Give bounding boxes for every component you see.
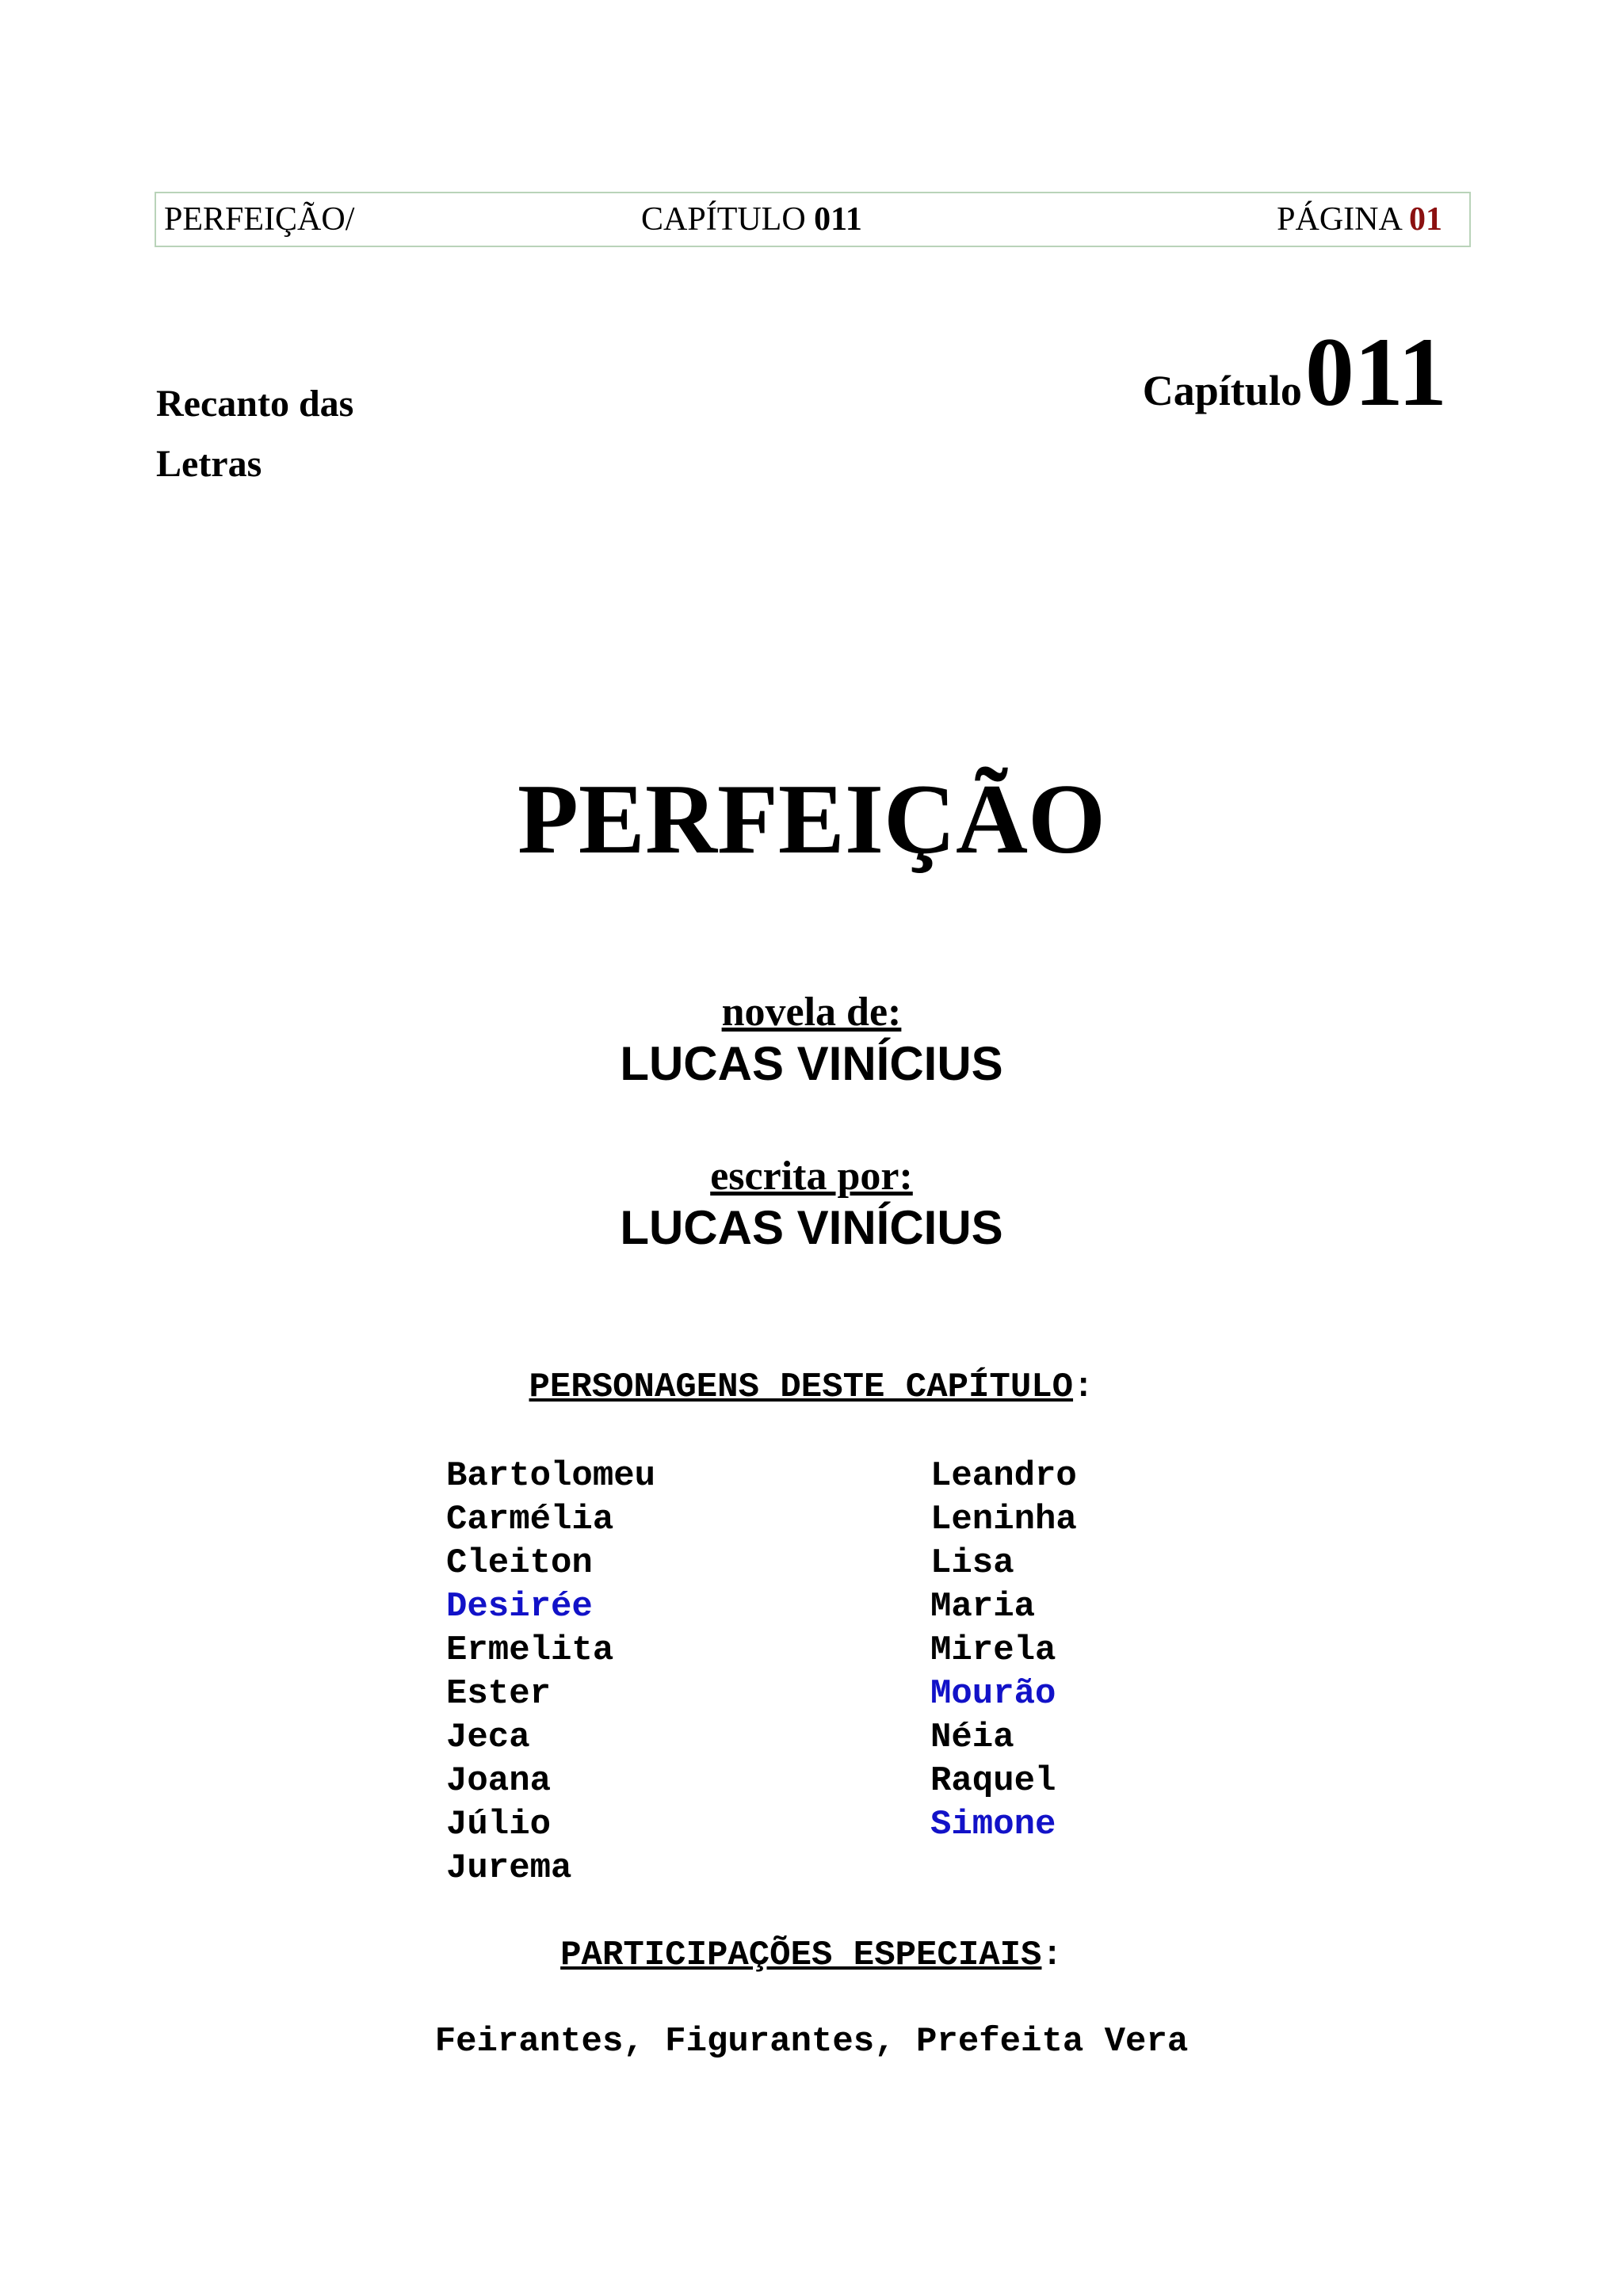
characters-heading-colon: :: [1073, 1367, 1094, 1407]
character-name: Leninha: [930, 1500, 1077, 1539]
site-name-line-1: Recanto das: [156, 383, 354, 425]
header-page-label: PÁGINA: [1277, 201, 1401, 238]
character-name: Jeca: [446, 1718, 530, 1757]
character-name: Bartolomeu: [446, 1456, 656, 1496]
characters-left-column: [446, 1455, 655, 1890]
character-name: Raquel: [930, 1761, 1056, 1801]
characters-heading: [0, 1367, 1623, 1407]
header-novel-title: PERFEIÇÃO/: [164, 201, 355, 238]
character-name: Mirela: [930, 1630, 1056, 1670]
character-name: Simone: [930, 1805, 1056, 1844]
chapter-label: [1142, 318, 1447, 426]
character-name: Desirée: [446, 1587, 593, 1627]
character-name: Leandro: [930, 1456, 1077, 1496]
special-participants: Feirantes, Figurantes, Prefeita Vera: [434, 2022, 1189, 2061]
special-heading: [0, 1936, 1623, 1975]
header-page: [1277, 193, 1442, 246]
character-name: Ermelita: [446, 1630, 614, 1670]
site-name: [156, 374, 353, 494]
header-chapter-label: CAPÍTULO: [641, 201, 806, 238]
escrita-por-label: escrita por:: [710, 1154, 913, 1199]
novel-title: PERFEIÇÃO: [517, 765, 1106, 875]
header-chapter: [641, 193, 862, 246]
header-chapter-number: 011: [814, 201, 862, 238]
character-name: Néia: [930, 1718, 1014, 1757]
character-name: Joana: [446, 1761, 552, 1801]
characters-right-column: [930, 1455, 1077, 1847]
chapter-number: 011: [1304, 318, 1447, 426]
novela-de-label: novela de:: [721, 990, 902, 1035]
escrita-por-author: LUCAS VINÍCIUS: [620, 1201, 1003, 1254]
character-name: Mourão: [930, 1674, 1056, 1714]
special-heading-colon: :: [1041, 1936, 1063, 1975]
header-page-number: 01: [1409, 201, 1442, 238]
page-header: [155, 192, 1471, 247]
character-name: Carmélia: [446, 1500, 614, 1539]
chapter-word: Capítulo: [1142, 367, 1302, 414]
special-heading-text: PARTICIPAÇÕES ESPECIAIS: [560, 1936, 1042, 1975]
character-name: Ester: [446, 1674, 552, 1714]
character-name: Lisa: [930, 1543, 1014, 1583]
novela-de-author: LUCAS VINÍCIUS: [620, 1037, 1003, 1090]
character-name: Cleiton: [446, 1543, 593, 1583]
character-name: Jurema: [446, 1848, 572, 1888]
site-name-line-2: Letras: [156, 443, 262, 485]
character-name: Maria: [930, 1587, 1036, 1627]
character-name: Júlio: [446, 1805, 552, 1844]
characters-heading-text: PERSONAGENS DESTE CAPÍTULO: [529, 1367, 1074, 1407]
